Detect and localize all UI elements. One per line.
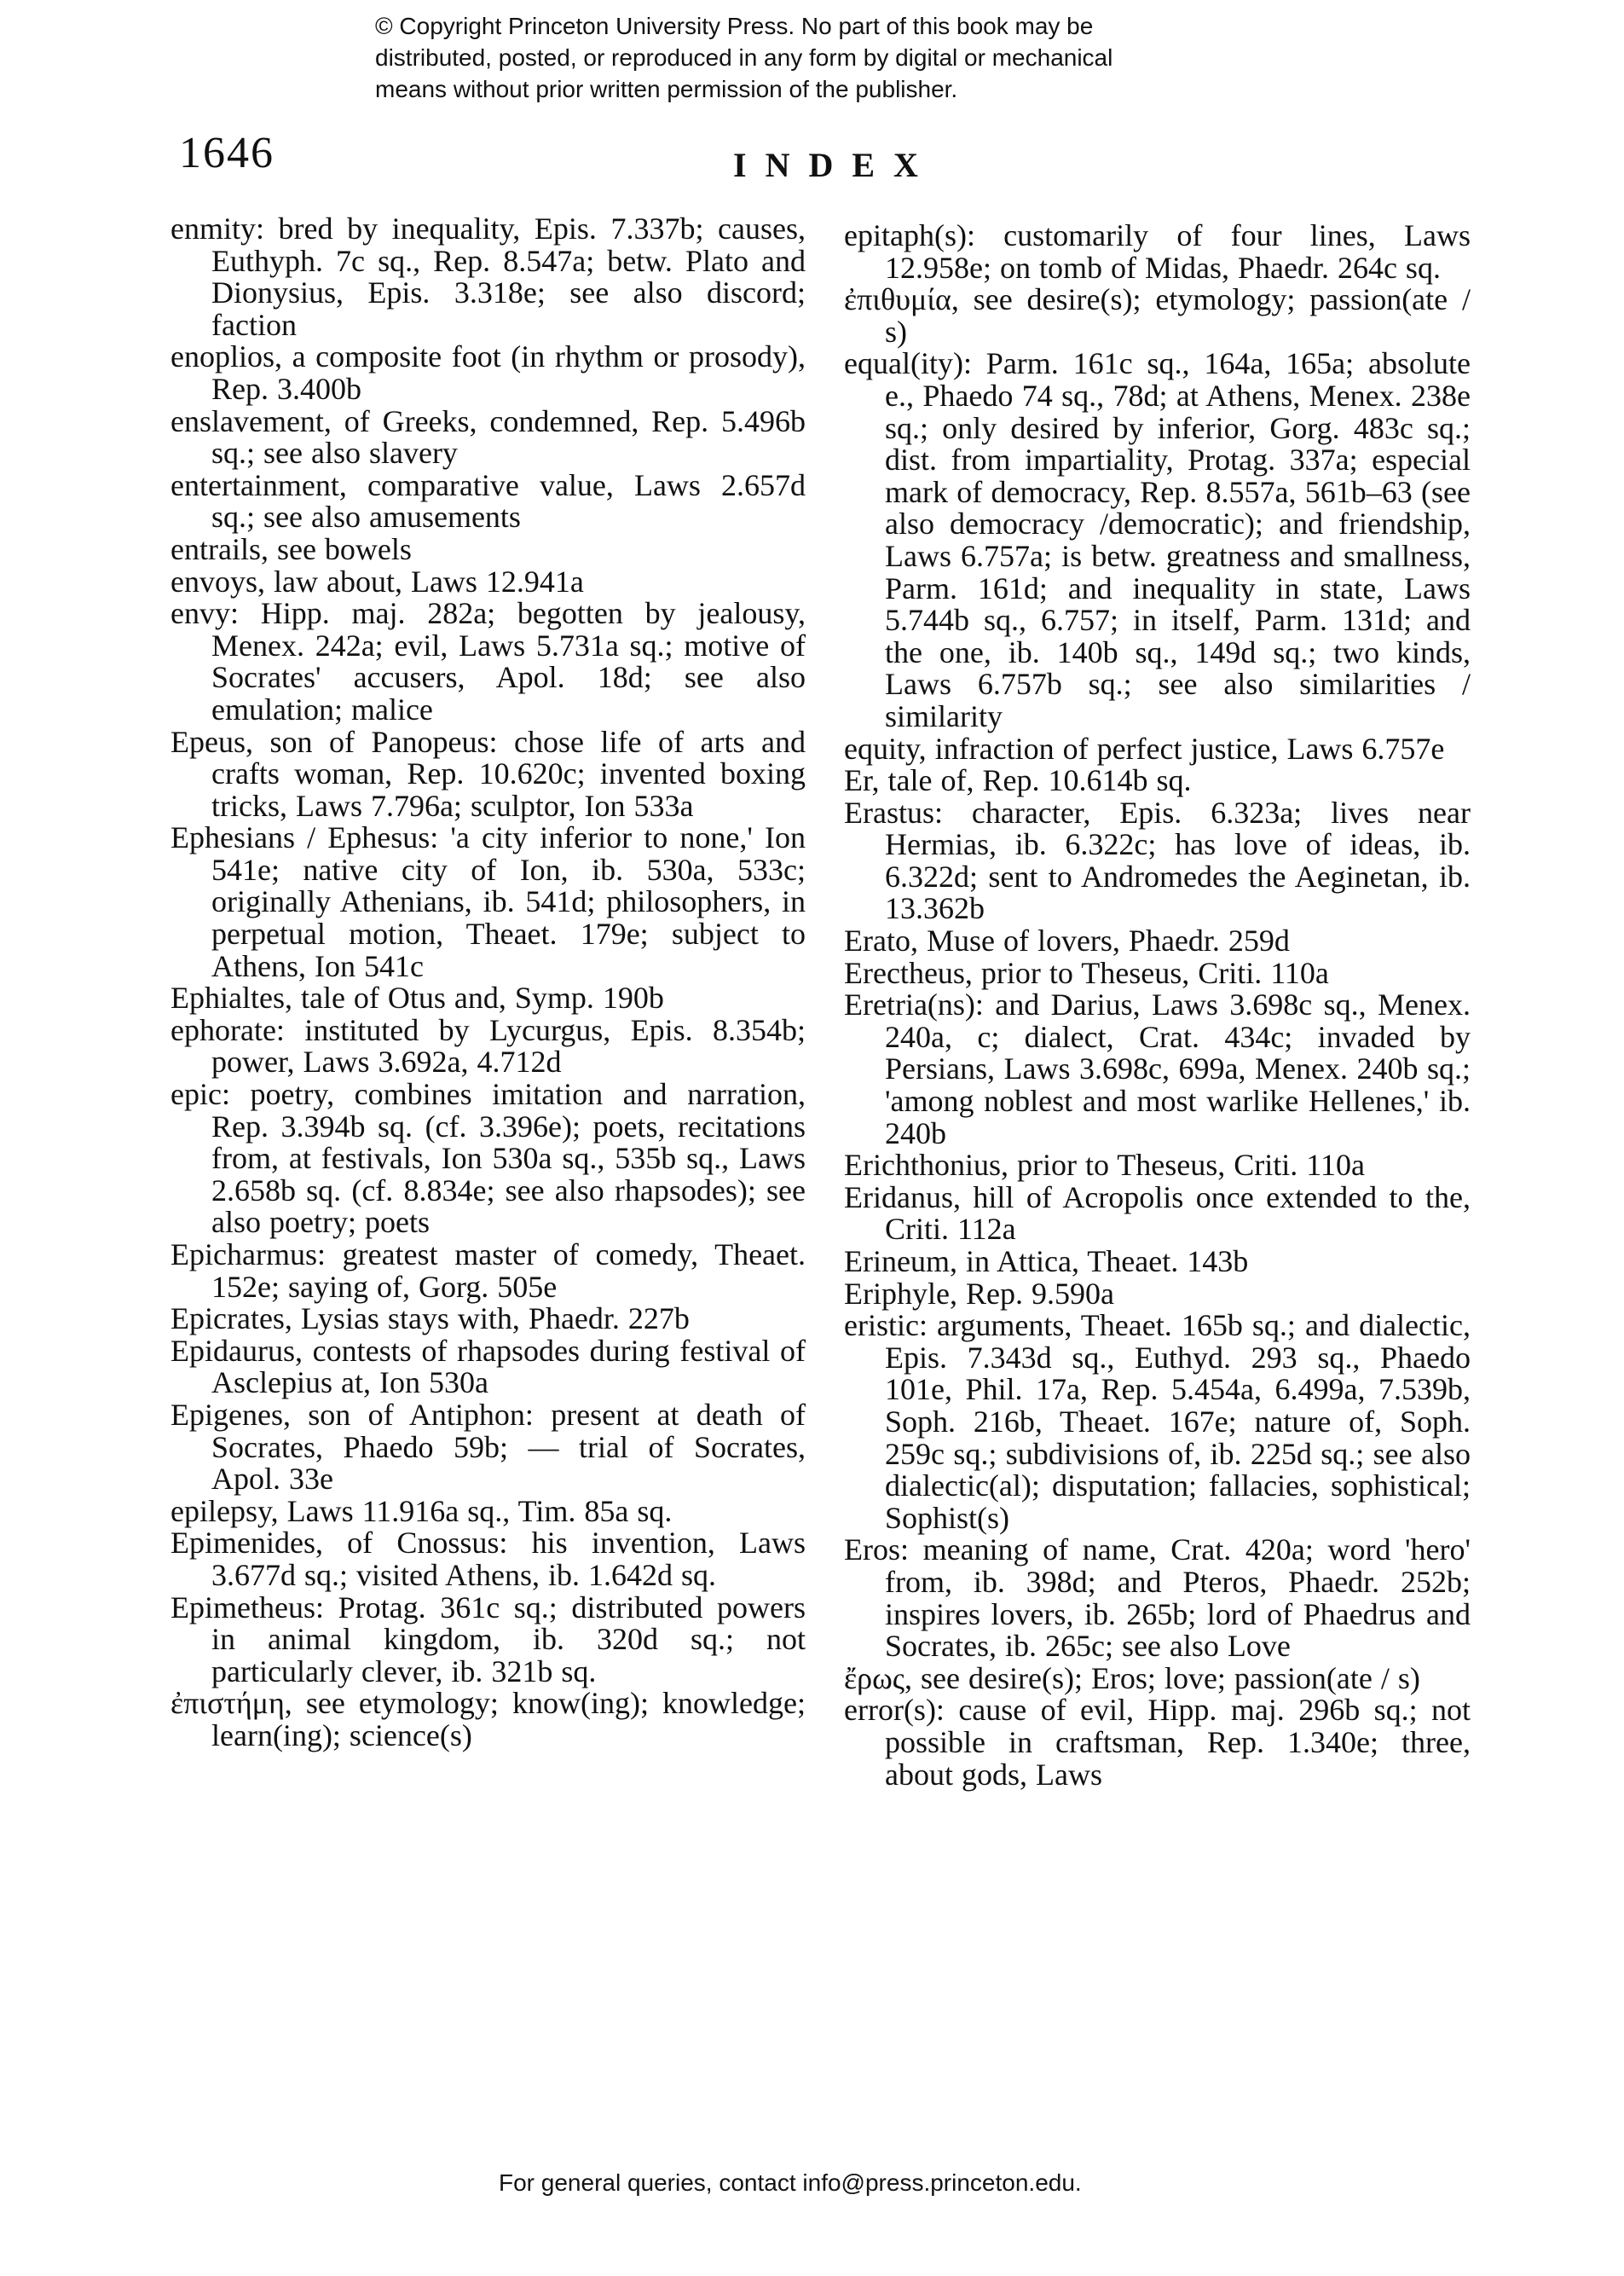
index-entry: Eretria(ns): and Darius, Laws 3.698c sq., Menex. 240a, c; dialect, Crat. 434c; invaded by Persians, Laws 3.698c, 699a, Menex. 240b sq.; 'among noblest and most warlike Hellenes,' ib. 240b (844, 987, 1471, 1150)
index-entry: Erectheus, prior to Theseus, Criti. 110a (844, 955, 1329, 990)
index-entry: ἐπιστήμη, see etymology; know(ing); knowledge; learn(ing); science(s) (170, 1686, 806, 1752)
index-entry: Epigenes, son of Antiphon: present at death of Socrates, Phaedo 59b; — trial of Socrates, Apol. 33e (170, 1397, 806, 1497)
index-entry: ἔρως, see desire(s); Eros; love; passion(ate / s) (844, 1660, 1420, 1695)
index-entry: Epidaurus, contests of rhapsodes during festival of Asclepius at, Ion 530a (170, 1333, 806, 1400)
index-entry: envy: Hipp. maj. 282a; begotten by jealousy, Menex. 242a; evil, Laws 5.731a sq.; motive of Socrates' accusers, Apol. 18d; see also emulation; malice (170, 596, 806, 727)
index-entry: Epicrates, Lysias stays with, Phaedr. 227b (170, 1301, 690, 1336)
index-entry: Erineum, in Attica, Theaet. 143b (844, 1244, 1249, 1278)
index-entry: Er, tale of, Rep. 10.614b sq. (844, 763, 1192, 798)
page-number: 1646 (179, 129, 275, 177)
index-column-left (170, 213, 806, 1752)
index-entry: Ephesians / Ephesus: 'a city inferior to none,' Ion 541e; native city of Ion, ib. 530a, 533c; originally Athenians, ib. 541d; philosophers, in perpetual motion, Theaet. 179e; subject to Athens, Ion 541c (170, 820, 806, 983)
index-entry: Epeus, son of Panopeus: chose life of arts and crafts woman, Rep. 10.620c; invented boxing tricks, Laws 7.796a; sculptor, Ion 533a (170, 724, 806, 823)
index-entry: envoys, law about, Laws 12.941a (170, 564, 584, 599)
index-entry: ἐπιθυμία, see desire(s); etymology; passion(ate / s) (844, 282, 1471, 349)
index-entry: epitaph(s): customarily of four lines, Laws 12.958e; on tomb of Midas, Phaedr. 264c sq. (844, 218, 1471, 285)
index-entry: eristic: arguments, Theaet. 165b sq.; and dialectic, Epis. 7.343d sq., Euthyd. 293 sq., Phaedo 101e, Phil. 17a, Rep. 5.454a, 6.499a, 7.539b, Soph. 216b, Theaet. 167e; nature of, Soph. 259c sq.; subdivisions of, ib. 225d sq.; see also dialectic(al); disputation; fallacies, sophistical; Sophist(s) (844, 1308, 1471, 1535)
index-entry: Epimetheus: Protag. 361c sq.; distributed powers in animal kingdom, ib. 320d sq.; not particularly clever, ib. 321b sq. (170, 1590, 806, 1688)
copyright-line: distributed, posted, or reproduced in any form by digital or mechanical (375, 44, 1113, 71)
index-entry: enmity: bred by inequality, Epis. 7.337b; causes, Euthyph. 7c sq., Rep. 8.547a; betw. Plato and Dionysius, Epis. 3.318e; see also discord; faction (170, 211, 806, 342)
index-entry: enoplios, a composite foot (in rhythm or prosody), Rep. 3.400b (170, 339, 806, 406)
index-entry: Eriphyle, Rep. 9.590a (844, 1276, 1114, 1311)
index-entry: equal(ity): Parm. 161c sq., 164a, 165a; absolute e., Phaedo 74 sq., 78d; at Athens, Menex. 238e sq.; only desired by inferior, Gorg. 483c sq.; dist. from impartiality, Protag. 337a; especial mark of democracy, Rep. 8.557a, 561b–63 (see also democracy /democratic); and friendship, Laws 6.757a; is betw. greatness and smallness, Parm. 161d; and inequality in state, Laws 5.744b sq., 6.757; in itself, Parm. 131d; and the one, ib. 140b sq., 149d sq.; two kinds, Laws 6.757b sq.; see also similarities / similarity (844, 346, 1471, 733)
copyright-line: means without prior written permission of the publisher. (375, 76, 958, 102)
page-title: INDEX (733, 146, 937, 184)
index-entry: enslavement, of Greeks, condemned, Rep. 5.496b sq.; see also slavery (170, 403, 806, 471)
copyright-line: © Copyright Princeton University Press. No part of this book may be (375, 13, 1094, 39)
copyright-notice (375, 10, 1228, 105)
index-entry: Eridanus, hill of Acropolis once extended to the, Criti. 112a (844, 1179, 1471, 1247)
index-entry: Epicharmus: greatest master of comedy, Theaet. 152e; saying of, Gorg. 505e (170, 1237, 806, 1304)
index-entry: equity, infraction of perfect justice, Laws 6.757e (844, 731, 1445, 766)
index-entry: epic: poetry, combines imitation and narration, Rep. 3.394b sq. (cf. 3.396e); poets, recitations from, at festivals, Ion 530a sq., 535b sq., Laws 2.658b sq. (cf. 8.834e; see also rhapsodes); see also poetry; poets (170, 1077, 806, 1240)
index-entry: Erato, Muse of lovers, Phaedr. 259d (844, 924, 1290, 958)
index-entry: entertainment, comparative value, Laws 2.657d sq.; see also amusements (170, 467, 806, 535)
footer-contact: For general queries, contact info@press.princeton.edu. (499, 2169, 1082, 2196)
index-entry: Eros: meaning of name, Crat. 420a; word 'hero' from, ib. 398d; and Pteros, Phaedr. 252b; inspires lovers, ib. 265b; lord of Phaedrus and Socrates, ib. 265c; see also Love (844, 1532, 1471, 1664)
index-entry: Epimenides, of Cnossus: his invention, Laws 3.677d sq.; visited Athens, ib. 1.642d sq. (170, 1526, 806, 1592)
index-entry: ephorate: instituted by Lycurgus, Epis. 8.354b; power, Laws 3.692a, 4.712d (170, 1012, 806, 1080)
index-entry: epilepsy, Laws 11.916a sq., Tim. 85a sq. (170, 1493, 673, 1528)
index-entry: Erastus: character, Epis. 6.323a; lives near Hermias, ib. 6.322c; has love of ideas, ib. 6.322d; sent to Andromedes the Aeginetan, ib. 13.362b (844, 795, 1471, 926)
index-entry: Ephialtes, tale of Otus and, Symp. 190b (170, 981, 664, 1016)
index-entry: error(s): cause of evil, Hipp. maj. 296b sq.; not possible in craftsman, Rep. 1.340e; three, about gods, Laws (844, 1693, 1471, 1792)
index-entry: Erichthonius, prior to Theseus, Criti. 110a (844, 1148, 1365, 1183)
index-column-right (844, 220, 1471, 1791)
index-entry: entrails, see bowels (170, 531, 412, 566)
